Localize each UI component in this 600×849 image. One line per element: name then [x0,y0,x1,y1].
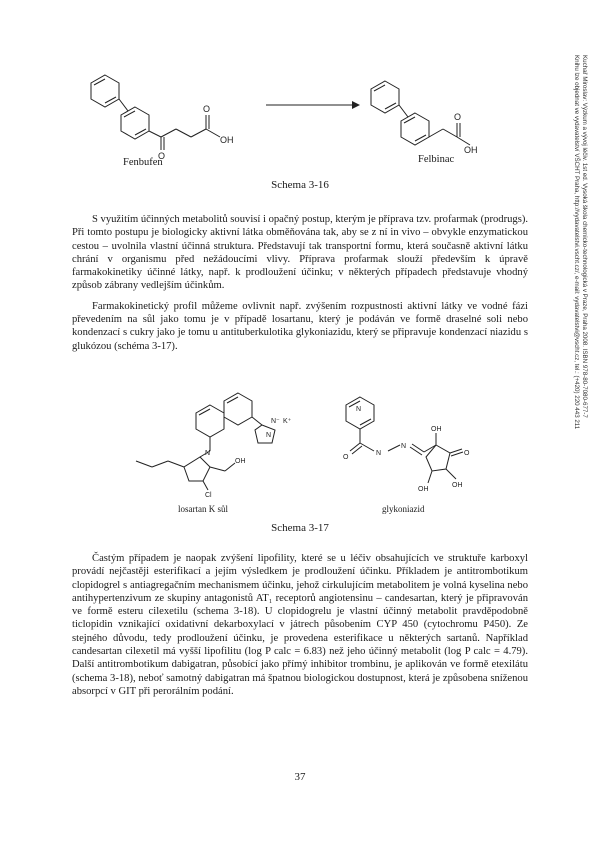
scheme-3-16-caption: Schema 3-16 [271,179,329,191]
amide-oxygen: O [343,454,349,461]
lactone-oxygen: O [464,450,470,457]
fenbufen-carbonyl-oxygen: O [203,104,211,114]
paragraph-solubility: Farmakokinetický profil můžeme ovlivnit např. zvýšením rozpustnosti aktivní látky ve vodné fázi převedením na sůl jako tomu je v případě losartanu, který je podáván ve formě draselné soli nebo kondenzací s cukry jako je tomu u antituberkulotika glykoniazidu, který se připravuje kondenzací niazidu s glukózou (schéma 3-17). [72,300,528,352]
page-number: 37 [294,771,306,783]
side-note-line-2: Knihu lze objednat ve vydavatelství VŠCHT Praha, http://vydavatelstvi.vscht.cz/, e-mail: vydavatelstvi@vscht.cz, tel.: (+420) 220 443 211 [572,55,580,430]
glyko-hydroxyl-right: OH [452,482,463,489]
paragraph-prodrugs: S využitím účinných metabolitů souvisí i opačný postup, kterým je příprava tzv. profarmak (prodrugs). Při tomto postupu je biologicky aktivní látka obměňována tak, aby se z ní in vivo – obvykle enzymatickou cestou – uvolnila vlastní účinná struktura. Představují tak transportní formu, která současně aktivní látku chrání v organismu před nežádoucími vlivy. Příprava profarmak slouží především k úpravě farmakokinetiky účinné látky, např. k prodloužení účinku; v některých případech představuje vhodný způsob zábrany vedlejším účinkům. [72,214,528,292]
felbinac-label: Felbinac [418,154,455,165]
felbinac-oxygen: O [454,112,462,122]
side-note-text [572,55,588,615]
hydrazide-nh: N [376,450,382,457]
chlorine-atom: Cl [205,492,212,499]
side-note [564,55,588,615]
paragraph-block-1 [72,213,528,353]
losartan-label: losartan K sůl [178,504,228,514]
felbinac-hydroxyl: OH [464,145,478,155]
fenbufen-oxygen: O [158,151,166,161]
fenbufen-hydroxyl: OH [220,135,234,145]
scheme-3-17-drawing [110,385,490,510]
side-note-line-1: Kuchař Miroslav: Výzkum a vývoj léčiv. 1st ed. Vysoká škola chemicko-technologická v Praze, Praha 2008. ISBN 978-80-7080-677-7 [581,55,588,418]
glykoniazid-label: glykoniazid [382,504,425,514]
tetrazole-n-minus: N⁻ [271,418,280,425]
paragraph-block-2 [72,552,528,698]
pyridine-n: N [356,406,362,413]
paragraph-lipophilicity: Častým případem je naopak zvýšení lipofility, které se u léčiv obsahujících ve struktuře karboxyl provádí nejčastěji esterifikací a jejím výsledkem je prodloužení účinku. Příkladem je antitrombotikum clopidogrel s antiagregačním mechanismem účinku, jehož cirkulujícím metabolitem je volná kyselina nebo antihypertenzivum ze skupiny antagonistů AT₁ receptorů angiotensinu – candesartan, který je připravován ve formě esteru cilexetilu (schema 3-18). U clopidogrelu je vlastní účinný metabolit pravděpodobně ticlopidin vznikající oxidativní dekarboxylací v játrech působením CYP 450 (cytochromu P450). Ze stejného důvodu, tedy prodloužení účinku, je provedena esterifikace u některých sartanů. Například candesartan cilexetil má vyšší lipofilitu (log P calc = 6.83) než jeho účinný metabolit (log P calc = 4.79). Další antitrombotikum dabigatran, působící jako přímý inhibitor trombinu, je aplikován ve formě etexilátu (schema 3-18), neboť samotný dabigatran má špatnou biologickou dostupnost, která je způsobena sníženou absorpcí v GIT při perorálním podání. [72,553,528,697]
tetrazole-n1: N [266,432,272,439]
glyko-hydroxyl-left: OH [418,486,429,493]
hydrazone-n: N [401,443,407,450]
fenbufen-label: Fenbufen [123,157,163,168]
scheme-3-17-caption: Schema 3-17 [271,522,329,534]
potassium-cation: K⁺ [283,418,292,425]
losartan-hydroxyl: OH [235,458,246,465]
glyko-hydroxyl-top: OH [431,426,442,433]
imidazole-n: N [205,450,211,457]
